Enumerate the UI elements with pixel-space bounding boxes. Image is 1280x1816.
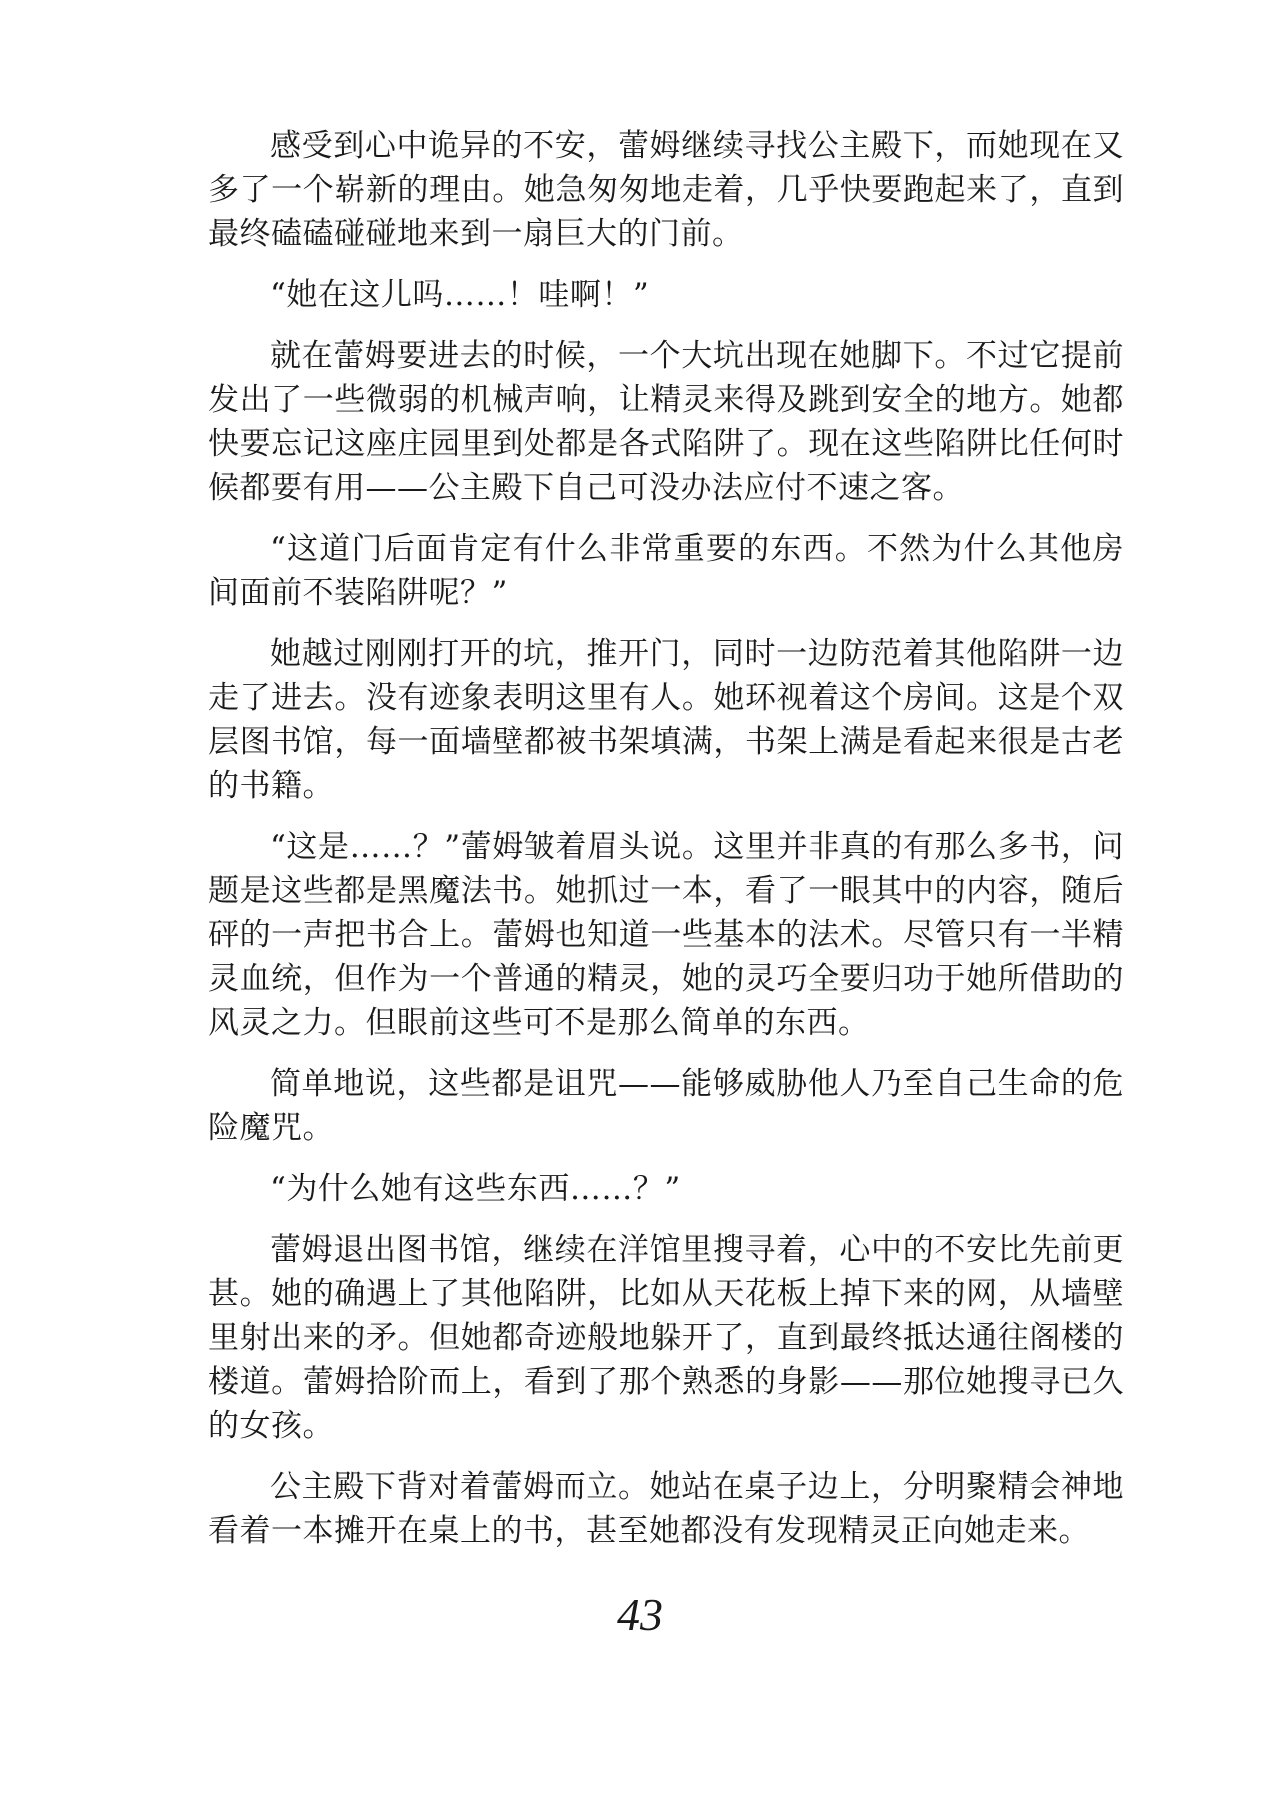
paragraph-10: 公主殿下背对着蕾姆而立。她站在桌子边上，分明聚精会神地看着一本摊开在桌上的书，甚至她都没有发现精灵正向她走来。 — [208, 1469, 1124, 1549]
page-number: 43 — [617, 1589, 663, 1640]
paragraph-7: 简单地说，这些都是诅咒——能够威胁他人乃至自己生命的危险魔咒。 — [208, 1066, 1124, 1146]
paragraph-6: “这是……？”蕾姆皱着眉头说。这里并非真的有那么多书，问题是这些都是黑魔法书。她抓过一本，看了一眼其中的内容，随后砰的一声把书合上。蕾姆也知道一些基本的法术。尽管只有一半精灵血统，但作为一个普通的精灵，她的灵巧全要归功于她所借助的风灵之力。但眼前这些可不是那么简单的东西。 — [208, 829, 1124, 1041]
paragraph-2: “她在这儿吗……！哇啊！” — [270, 277, 650, 313]
paragraph-9: 蕾姆退出图书馆，继续在洋馆里搜寻着，心中的不安比先前更甚。她的确遇上了其他陷阱，比如从天花板上掉下来的网，从墙壁里射出来的矛。但她都奇迹般地躲开了，直到最终抵达通往阁楼的楼道。蕾姆拾阶而上，看到了那个熟悉的身影——那位她搜寻已久的女孩。 — [208, 1232, 1124, 1444]
paragraph-1: 感受到心中诡异的不安，蕾姆继续寻找公主殿下，而她现在又多了一个崭新的理由。她急匆匆地走着，几乎快要跑起来了，直到最终磕磕碰碰地来到一扇巨大的门前。 — [208, 128, 1124, 252]
paragraph-4: “这道门后面肯定有什么非常重要的东西。不然为什么其他房间面前不装陷阱呢？” — [208, 531, 1124, 611]
paragraph-5: 她越过刚刚打开的坑，推开门，同时一边防范着其他陷阱一边走了进去。没有迹象表明这里有人。她环视着这个房间。这是个双层图书馆，每一面墙壁都被书架填满，书架上满是看起来很是古老的书籍。 — [208, 636, 1124, 804]
paragraph-3: 就在蕾姆要进去的时候，一个大坑出现在她脚下。不过它提前发出了一些微弱的机械声响，让精灵来得及跳到安全的地方。她都快要忘记这座庄园里到处都是各式陷阱了。现在这些陷阱比任何时候都要有用——公主殿下自己可没办法应付不速之客。 — [208, 338, 1124, 506]
paragraph-8: “为什么她有这些东西……？” — [270, 1171, 681, 1207]
page-body — [208, 124, 1124, 1570]
